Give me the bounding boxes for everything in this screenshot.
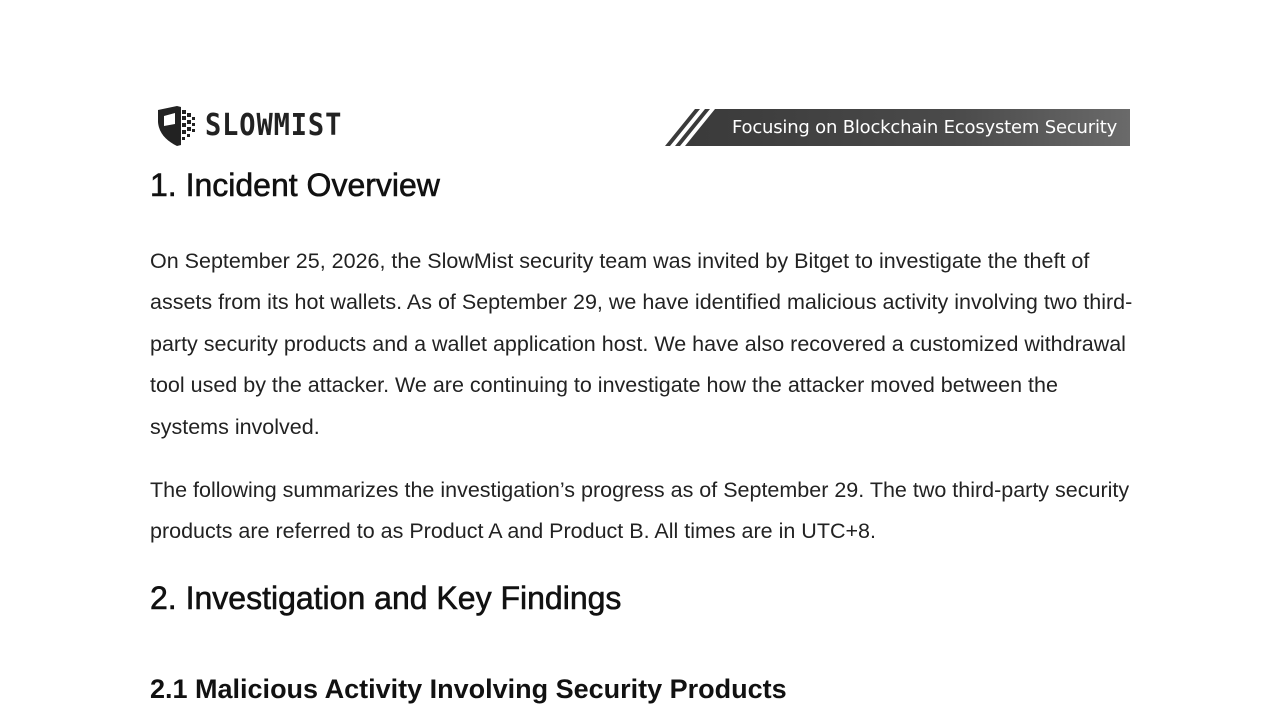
tagline-text: Focusing on Blockchain Ecosystem Security [732, 117, 1118, 138]
slowmist-logo [155, 104, 358, 148]
paragraph-incident-summary: On September 25, 2026, the SlowMist security team was invited by Bitget to investigate the theft of assets from its hot wallets. As of September 29, we have identified malicious activity involving two third-party security products and a wallet application host. We have also recovered a customized withdrawal tool used by the attacker. We are continuing to investigate how the attacker moved between the systems involved. [150, 249, 1133, 439]
subsection-heading-malicious-activity: 2.1 Malicious Activity Involving Security Products [150, 674, 787, 704]
section-heading-incident-overview: 1. Incident Overview [150, 167, 440, 203]
tagline-banner [664, 109, 1130, 146]
section-heading-investigation: 2. Investigation and Key Findings [150, 580, 622, 616]
brand-name: SLOWMIST [205, 108, 343, 143]
shield-logo-icon [155, 104, 201, 148]
paragraph-progress-summary: The following summarizes the investigation’s progress as of September 29. The two third-party security products are referred to as Product A and Product B. All times are in UTC+8. [150, 478, 1130, 544]
